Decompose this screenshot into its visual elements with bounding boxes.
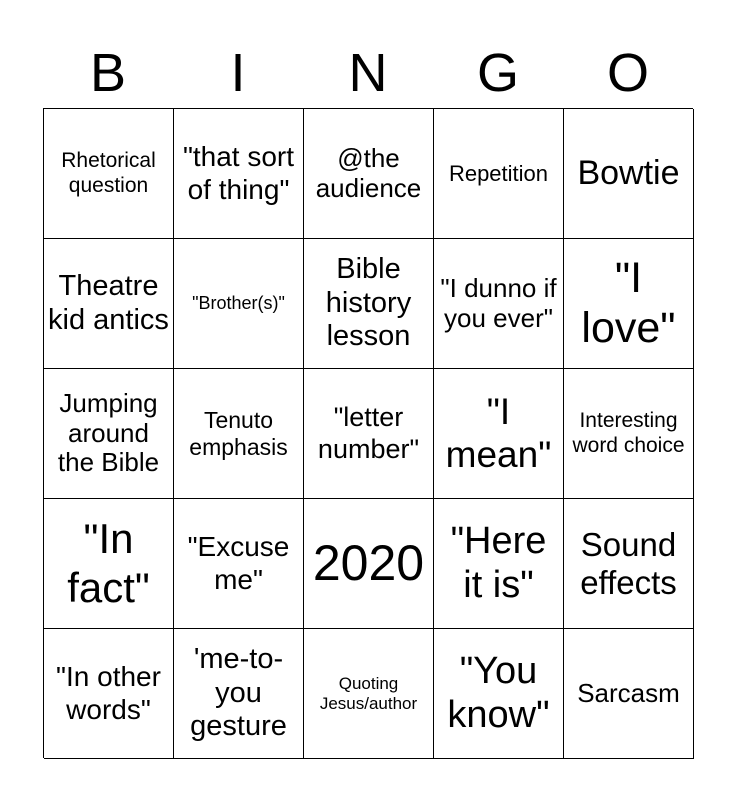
header-letter-g: G [476, 43, 519, 103]
bingo-cell[interactable] [174, 629, 304, 759]
bingo-cell[interactable] [434, 369, 564, 499]
bingo-cell-text: Rhetorical question [61, 149, 156, 197]
bingo-header [43, 38, 693, 108]
header-letter-b: B [89, 43, 127, 103]
bingo-cell[interactable] [564, 239, 694, 369]
bingo-cell-text: Theatre kid antics [48, 270, 169, 336]
bingo-cell[interactable] [304, 499, 434, 629]
bingo-cell-text: Interesting word choice [572, 409, 685, 457]
header-letter-i: I [230, 43, 246, 103]
bingo-cell[interactable] [174, 499, 304, 629]
bingo-cell[interactable] [434, 109, 564, 239]
bingo-cell[interactable] [304, 629, 434, 759]
bingo-cell[interactable] [304, 239, 434, 369]
bingo-cell[interactable] [434, 239, 564, 369]
bingo-cell-text: "letter number" [317, 402, 420, 464]
header-letter-o: O [606, 43, 649, 103]
bingo-cell-text: "I love" [581, 254, 676, 352]
bingo-cell-text: "In other words" [56, 661, 161, 725]
bingo-cell-text: Sound effects [580, 525, 677, 601]
bingo-cell[interactable] [44, 629, 174, 759]
bingo-cell-text: "You know" [447, 649, 550, 736]
bingo-cell[interactable] [44, 239, 174, 369]
bingo-cell[interactable] [564, 629, 694, 759]
bingo-cell-text: "that sort of thing" [182, 141, 295, 205]
bingo-cell-text: "In fact" [67, 515, 150, 611]
bingo-cell-text: Repetition [448, 160, 549, 186]
bingo-cell-text: Sarcasm [577, 677, 680, 708]
bingo-cell-text: Bible history lesson [325, 253, 412, 353]
bingo-cell-text: Tenuto emphasis [189, 407, 288, 460]
bingo-cell[interactable] [174, 369, 304, 499]
bingo-cell[interactable] [304, 369, 434, 499]
bingo-cell[interactable] [44, 369, 174, 499]
bingo-cell-text: Jumping around the Bible [57, 387, 160, 478]
bingo-cell[interactable] [44, 109, 174, 239]
bingo-cell-text: 2020 [312, 534, 425, 591]
bingo-cell[interactable] [434, 499, 564, 629]
bingo-cell-text: "I dunno if you ever" [440, 272, 557, 333]
bingo-cell-text: "Brother(s)" [192, 293, 285, 314]
bingo-cell[interactable] [304, 109, 434, 239]
bingo-cell[interactable] [174, 109, 304, 239]
bingo-board [43, 108, 693, 758]
bingo-cell-text: Quoting Jesus/author [319, 673, 418, 713]
bingo-cell[interactable] [564, 499, 694, 629]
bingo-cell[interactable] [564, 369, 694, 499]
bingo-cell[interactable] [174, 239, 304, 369]
bingo-cell-text: "Here it is" [450, 519, 547, 606]
header-letter-n: N [348, 43, 388, 103]
bingo-cell-text: "Excuse me" [187, 531, 290, 595]
bingo-cell[interactable] [564, 109, 694, 239]
bingo-cell-text: 'me-to-you gesture [190, 643, 287, 743]
bingo-cell[interactable] [44, 499, 174, 629]
bingo-cell-text: @the audience [315, 142, 422, 203]
bingo-cell-text: Bowtie [577, 153, 680, 192]
bingo-cell[interactable] [434, 629, 564, 759]
bingo-cell-text: "I mean" [445, 390, 552, 475]
